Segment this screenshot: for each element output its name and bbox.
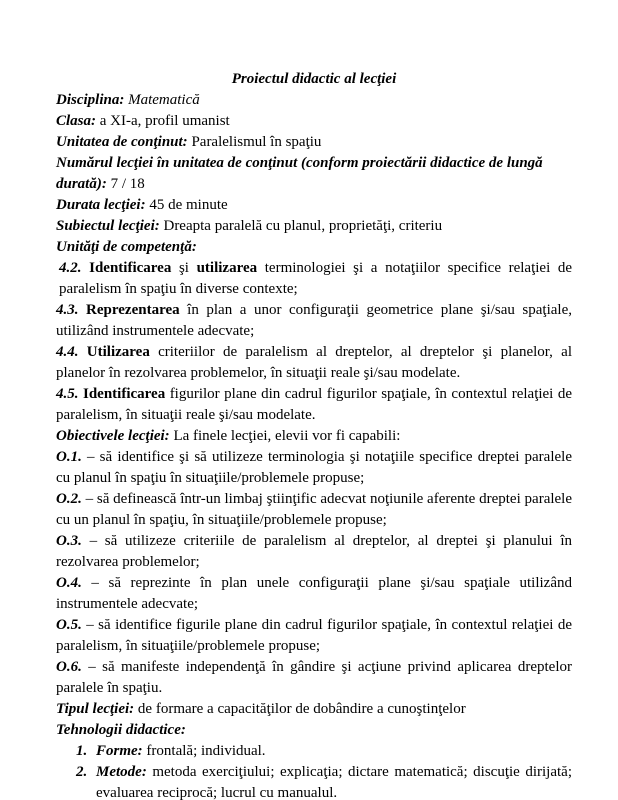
document-title: Proiectul didactic al lecţiei	[231, 71, 397, 87]
text-run: O.3.	[56, 533, 82, 549]
heading-unitati-de-competenta	[56, 237, 572, 258]
text-run: La finele lecţiei, elevii vor fi capabili:	[173, 428, 401, 444]
list-item-number: 1.	[76, 743, 88, 759]
text-run: Matematică	[128, 92, 200, 108]
text-run: Utilizarea	[86, 344, 150, 360]
field-numarul-lectiei	[56, 153, 572, 195]
text-run: şi	[171, 260, 197, 276]
text-run: O.1.	[56, 449, 82, 465]
text-run: – să manifeste independenţă în gândire şi acţiune privind aplicarea dreptelor paralele în spaţiu.	[56, 659, 572, 696]
objective-o4	[56, 573, 572, 615]
text-run: 4.4.	[56, 344, 87, 360]
objective-o3	[56, 531, 572, 573]
text-run: Reprezentarea	[86, 302, 180, 318]
field-durata-lectiei	[56, 195, 572, 216]
text-run: utilizarea	[196, 260, 258, 276]
text-run: 4.2.	[59, 260, 90, 276]
field-disciplina	[56, 90, 572, 111]
competency-4-4	[56, 342, 572, 384]
list-item-metode	[56, 762, 572, 800]
field-tipul-lectiei	[56, 699, 572, 720]
competency-4-3	[56, 300, 572, 342]
list-item-forme	[56, 741, 572, 762]
text-run: O.5.	[56, 617, 82, 633]
text-run: Numărul lecţiei în unitatea de conţinut (conform proiectării didactice de lungă durată):	[56, 155, 543, 192]
competency-4-5	[56, 384, 572, 426]
text-run: Unitatea de conţinut:	[56, 134, 192, 150]
text-run: 4.5.	[56, 386, 83, 402]
text-run: Unităţi de competenţă:	[56, 239, 197, 255]
objective-o6	[56, 657, 572, 699]
text-run: O.2.	[56, 491, 82, 507]
text-run: – să identifice şi să utilizeze terminologia şi notaţiile specifice dreptei paralele cu planul în spaţiu în situaţiile/problemele propuse;	[56, 449, 572, 486]
text-run: Clasa:	[56, 113, 100, 129]
heading-tehnologii-didactice	[56, 720, 572, 741]
text-run: Forme:	[96, 743, 147, 759]
text-run: Tehnologii didactice:	[56, 722, 186, 738]
field-subiectul-lectiei	[56, 216, 572, 237]
text-run: 4.3.	[56, 302, 87, 318]
text-run: Durata lecţiei:	[56, 197, 150, 213]
text-run: a XI-a, profil umanist	[99, 113, 230, 129]
objective-o2	[56, 489, 572, 531]
objective-o5	[56, 615, 572, 657]
text-run: Subiectul lecţiei:	[56, 218, 164, 234]
text-run: – să reprezinte în plan unele configuraţii plane şi/sau spaţiale utilizând instrumentele adecvate;	[56, 575, 572, 612]
objectives-intro	[56, 426, 572, 447]
text-run: în plan a unor configuraţii geometrice plane şi/sau spaţiale, utilizând instrumentele adecvate;	[56, 302, 572, 339]
list-item-text	[96, 762, 572, 800]
competency-4-2	[56, 258, 572, 300]
text-run: Identificarea	[82, 386, 166, 402]
text-run: figurilor plane din cadrul figurilor spaţiale, în contextul relaţiei de paralelism, în situaţii reale şi/sau modelate.	[56, 386, 572, 423]
text-run: Tipul lecţiei:	[56, 701, 138, 717]
text-run: – să identifice figurile plane din cadrul figurilor spaţiale, în contextul relaţiei de paralelism, în situaţiile/problemele propuse;	[56, 617, 572, 654]
text-run: Identificarea	[89, 260, 172, 276]
text-run: terminologiei şi a notaţiilor specifice relaţiei de paralelism în spaţiu în diverse contexte;	[59, 260, 573, 297]
text-run: 45 de minute	[149, 197, 228, 213]
objective-o1	[56, 447, 572, 489]
text-run: Disciplina:	[56, 92, 129, 108]
text-run: Dreapta paralelă cu planul, proprietăţi, criteriu	[163, 218, 443, 234]
text-run: metoda exerciţiului; explicaţia; dictare matematică; discuţie dirijată; evaluarea reciprocă; lucrul cu manualul.	[96, 764, 572, 800]
list-item-text	[96, 741, 572, 762]
text-run: criteriilor de paralelism al dreptelor, al dreptelor şi planelor, al planelor în rezolvarea problemelor, în situaţii reale şi/sau modelate.	[56, 344, 573, 381]
list-item-number: 2.	[76, 764, 88, 780]
text-run: Metode:	[96, 764, 153, 780]
text-run: – să definească într-un limbaj ştiinţific adecvat noţiunile aferente dreptei paralele cu un planul în spaţiu, în situaţiile/problemele propuse;	[56, 491, 572, 528]
text-run: Paralelismul în spaţiu	[191, 134, 322, 150]
text-run: O.4.	[56, 575, 82, 591]
text-run: frontală; individual.	[146, 743, 266, 759]
field-unitatea-de-continut	[56, 132, 572, 153]
text-run: de formare a capacităţilor de dobândire a cunoştinţelor	[137, 701, 466, 717]
text-run: O.6.	[56, 659, 82, 675]
field-clasa	[56, 111, 572, 132]
document-body	[56, 90, 572, 800]
text-run: 7 / 18	[110, 176, 145, 192]
text-run: – să utilizeze criteriile de paralelism al dreptelor, al dreptei şi planului în rezolvarea problemelor;	[56, 533, 572, 570]
text-run: Obiectivele lecţiei:	[56, 428, 174, 444]
